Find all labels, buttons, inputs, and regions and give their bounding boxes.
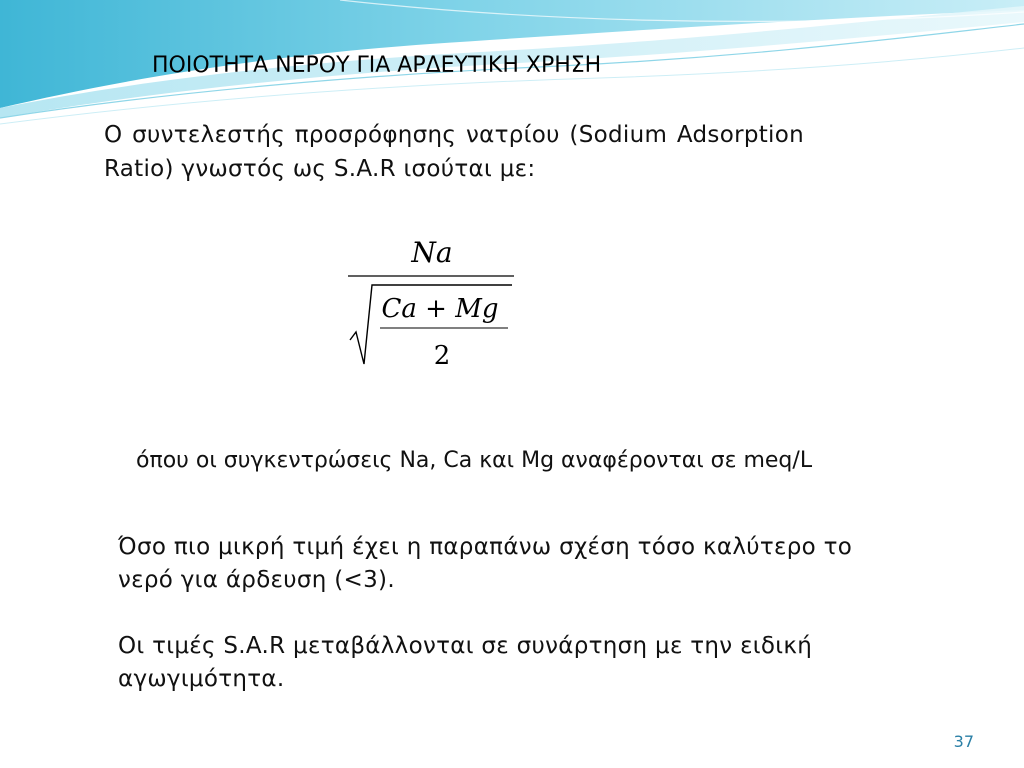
sar-formula bbox=[340, 228, 530, 378]
intro-text: Ο συντελεστής προσρόφησης νατρίου (Sodium Adsorption Ratio) γνωστός ως S.A.R ισούται με: bbox=[104, 122, 804, 182]
units-note: όπου οι συγκεντρώσεις Na, Ca και Mg αναφέρονται σε meq/L bbox=[136, 448, 813, 473]
formula-inner-numerator: Ca + Mg bbox=[381, 294, 499, 324]
formula-numerator: Na bbox=[411, 236, 453, 269]
page-number: 37 bbox=[953, 732, 974, 751]
slide-title: ΠΟΙΟΤΗΤΑ ΝΕΡΟΥ ΓΙΑ ΑΡΔΕΥΤΙΚΗ ΧΡΗΣΗ bbox=[152, 53, 602, 78]
paragraph-interpretation: Όσο πιο μικρή τιμή έχει η παραπάνω σχέση τόσο καλύτερο το νερό για άρδευση (<3). bbox=[118, 534, 853, 593]
formula-inner-denominator: 2 bbox=[433, 341, 451, 371]
paragraph-conductivity: Οι τιμές S.A.R μεταβάλλονται σε συνάρτηση με την ειδική αγωγιμότητα. bbox=[118, 633, 813, 692]
